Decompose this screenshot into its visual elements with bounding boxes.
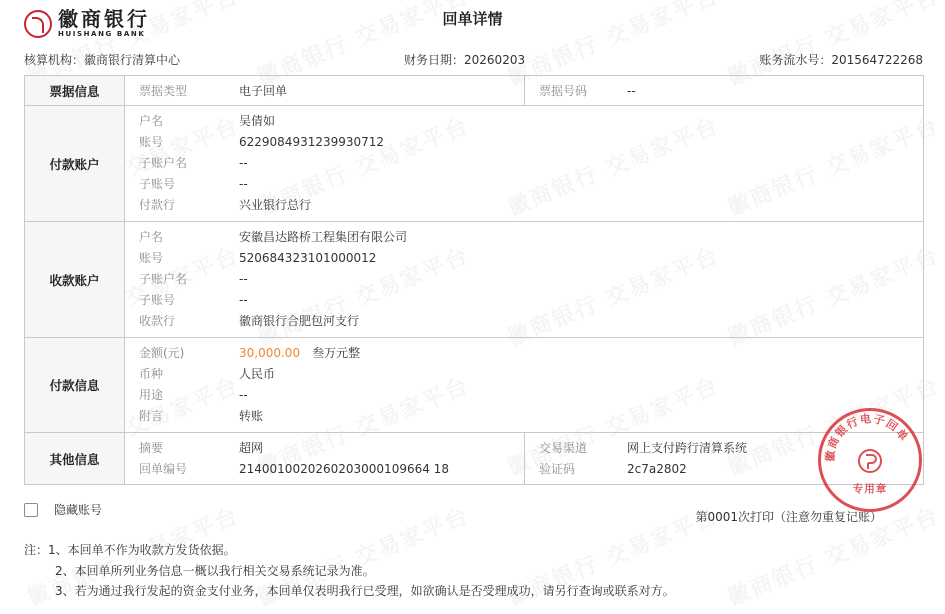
field-value: 徽商银行合肥包河支行 — [239, 314, 360, 328]
field-value: -- — [239, 293, 248, 307]
receipt-table — [24, 75, 924, 485]
payment-cell — [125, 338, 924, 433]
payee-field — [125, 227, 923, 248]
bill-no-value: -- — [627, 83, 636, 98]
bill-type-label: 票据类型 — [139, 83, 188, 98]
hide-account-checkbox[interactable] — [24, 503, 38, 517]
bill-no-cell — [525, 76, 924, 106]
payer-field — [125, 174, 923, 195]
seal-arc-text: 徽商银行电子回单 — [823, 412, 911, 463]
official-seal — [818, 408, 922, 512]
field-label: 付款行 — [139, 198, 176, 212]
amount-label: 金额(元) — [139, 346, 185, 360]
section-payer: 付款账户 — [25, 106, 125, 222]
payment-row — [25, 338, 924, 433]
hide-account-label: 隐藏账号 — [54, 503, 103, 517]
org-info — [24, 51, 180, 68]
date-value: 20260203 — [464, 53, 526, 67]
note-label: 附言 — [139, 409, 164, 423]
date-label: 财务日期： — [404, 53, 465, 67]
payee-row — [25, 222, 924, 338]
currency-value: 人民币 — [239, 367, 276, 381]
payee-field — [125, 269, 923, 290]
field-label: 账号 — [139, 251, 164, 265]
bill-type-value: 电子回单 — [239, 83, 288, 98]
print-info: 第0001次打印（注意勿重复记账） — [695, 510, 882, 524]
other-left-cell — [125, 433, 525, 485]
field-label: 账号 — [139, 135, 164, 149]
receipt-no-value: 2140010020260203000109664 18 — [239, 461, 449, 476]
serial-value: 201564722268 — [831, 53, 923, 67]
payer-row — [25, 106, 924, 222]
payer-cell — [125, 106, 924, 222]
note-line: 3、若为通过我行发起的资金支付业务，本回单仅表明我行已受理，如欲确认是否受理成功，请另行查询或联系对方。 — [55, 584, 675, 598]
receipt-no-label: 回单编号 — [139, 461, 188, 476]
section-payment: 付款信息 — [25, 338, 125, 433]
verify-code-label: 验证码 — [539, 461, 576, 476]
payer-field — [125, 132, 923, 153]
field-value: 安徽昌达路桥工程集团有限公司 — [239, 230, 408, 244]
note-value: 转账 — [239, 409, 264, 423]
field-value: -- — [239, 272, 248, 286]
field-label: 子账户名 — [139, 156, 188, 170]
summary-value: 超网 — [239, 440, 264, 455]
currency-label: 币种 — [139, 367, 164, 381]
payer-field — [125, 111, 923, 132]
page-title: 回单详情 — [442, 10, 503, 28]
bank-name-cn: 徽商银行 — [58, 7, 150, 31]
channel-label: 交易渠道 — [539, 440, 588, 455]
verify-code-value: 2c7a2802 — [627, 461, 687, 476]
field-value: 兴业银行总行 — [239, 198, 312, 212]
payee-field — [125, 290, 923, 311]
field-label: 子账户名 — [139, 272, 188, 286]
section-other: 其他信息 — [25, 433, 125, 485]
note-line: 2、本回单所列业务信息一概以我行相关交易系统记录为准。 — [55, 563, 375, 578]
field-value: 520684323101000012 — [239, 251, 377, 265]
field-value: 6229084931239930712 — [239, 135, 385, 149]
other-row — [25, 433, 924, 485]
date-info — [404, 51, 525, 68]
serial-label: 账务流水号： — [759, 53, 832, 67]
org-label: 核算机构： — [24, 53, 85, 67]
payee-cell — [125, 222, 924, 338]
payer-field — [125, 153, 923, 174]
field-label: 户名 — [139, 114, 164, 128]
field-value: -- — [239, 156, 248, 170]
bill-row — [25, 76, 924, 106]
note-line: 注：1、本回单不作为收款方发货依据。 — [24, 543, 236, 557]
payer-field — [125, 195, 923, 216]
org-value: 徽商银行清算中心 — [84, 53, 181, 67]
notes — [24, 540, 675, 602]
field-value: 吴倩如 — [239, 114, 276, 128]
field-label: 子账号 — [139, 293, 176, 307]
bank-name-en: HUISHANG BANK — [58, 30, 146, 38]
bill-type-cell — [125, 76, 525, 106]
field-label: 户名 — [139, 230, 164, 244]
bill-no-label: 票据号码 — [539, 83, 588, 98]
payee-field — [125, 248, 923, 269]
section-payee: 收款账户 — [25, 222, 125, 338]
amount-words: 叁万元整 — [312, 346, 361, 360]
purpose-label: 用途 — [139, 388, 164, 402]
amount-value: 30,000.00 — [239, 346, 301, 360]
payee-field — [125, 311, 923, 332]
meta-bar — [24, 51, 923, 67]
hide-account-toggle[interactable] — [24, 501, 102, 518]
section-bill: 票据信息 — [25, 76, 125, 106]
purpose-value: -- — [239, 388, 248, 402]
seal-label: 专用章 — [852, 483, 888, 495]
summary-label: 摘要 — [139, 440, 164, 455]
channel-value: 网上支付跨行清算系统 — [627, 440, 748, 455]
field-label: 收款行 — [139, 314, 176, 328]
field-value: -- — [239, 177, 248, 191]
field-label: 子账号 — [139, 177, 176, 191]
serial-info — [759, 51, 923, 68]
